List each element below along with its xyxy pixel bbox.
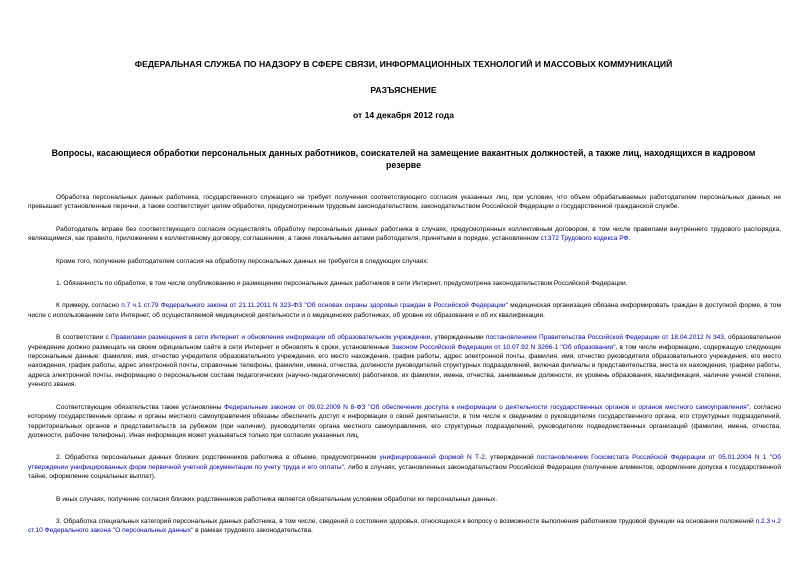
paragraph-7 (22, 403, 785, 441)
paragraph-5-text: К примеру, согласно (56, 302, 122, 310)
paragraph-3: Кроме того, получение работодателем согласия на обработку персональных данных не требуется в следующих случаях: (56, 257, 429, 265)
paragraph-7-text: Соответствующие обязательства также установлены (56, 403, 225, 411)
paragraph-2 (22, 225, 785, 244)
information-access-law-link[interactable]: Федеральным законом от 09.02.2009 N 8-ФЗ "Об обеспечении доступа к информации о деятельности государственных органов и органов местного самоуправления" (224, 403, 750, 411)
paragraph-8-text-b: , утвержденной (484, 454, 538, 462)
personal-data-law-link[interactable]: п.2.3 ч.2 ст.10 Федерального закона "О персональных данных" (28, 517, 781, 535)
paragraph-8-text: 2. Обработка персональных данных близких родственников работника в объеме, предусмотренном (56, 454, 380, 462)
document-type: РАЗЪЯСНЕНИЕ (370, 85, 437, 95)
goskomstat-decree-link[interactable]: постановлением Госкомстата Российской Федерации от 05.01.2004 N 1 "Об утверждении унифицированных форм первичной учетной документации по учету труда и его оплаты" (28, 454, 781, 471)
paragraph-6-rest: , в том числе информацию, содержащую следующие персональные данные: фамилия, имя, отчество учредителя образовательного учреждения, его место нахождения, график работы, адрес электронной почты, фамилия, имя, отчество руководителя образовательного учреждения, его место нахождения, график работы, адрес электронной почты, справочные телефоны, фамилии, имена, отчества, должности руководителей структурных подразделений, включая филиалы и представительства, места их нахождения, графики работы, адреса электронной почты, информацию о персональном составе педагогических (научно-педагогических) работников, их фамилии, имена, отчества, занимаемые должности, их уровень образования, квалификация, наличие ученой степени, ученого звания. (28, 343, 782, 389)
agency-header: ФЕДЕРАЛЬНАЯ СЛУЖБА ПО НАДЗОРУ В СФЕРЕ СВЯЗИ, ИНФОРМАЦИОННЫХ ТЕХНОЛОГИЙ И МАССОВЫХ КОММУНИКАЦИЙ (134, 59, 673, 69)
paragraph-10-text: 3. Обработка специальных категорий персональных данных работника, в том числе, сведений о состоянии здоровья, относящихся к вопросу о возможности выполнения работником трудовой функции на основании положений (56, 517, 756, 525)
paragraph-1: Обработка персональных данных работника, государственного служащего не требует получения соответствующего согласия указанных лиц, при условии, что объем обрабатываемых работодателем персональных данных не превышает установленные перечни, а также соответствует целям обработки, предусмотренным трудовым законодательством, законодательством Российской Федерации о государственной гражданской службе. (28, 194, 781, 211)
paragraph-8-rest: , либо в случаях, установленных законодательством Российской Федерации (получение алиментов, оформление допуска к государственной тайне, оформление социальных выплат). (28, 463, 781, 481)
health-law-link[interactable]: п.7 ч.1 ст.79 Федерального закона от 21.11.2011 N 323-ФЗ "Об основах охраны здоровья граждан в Российской Федерации" (121, 302, 508, 310)
paragraph-6-text: В соответствии с (56, 334, 112, 342)
paragraph-10-rest: в рамках трудового законодательства. (193, 527, 313, 535)
paragraph-6-text-b: , утвержденными (430, 334, 486, 342)
paragraph-4: 1. Обязанность по обработке, в том числе опубликованию и размещению персональных данных работников в сети Интернет, предусмотрена законодательством Российской Федерации. (56, 280, 628, 288)
paragraph-7-rest: , согласно которому государственные органы и органы местного самоуправления обязаны обеспечить доступ к информации о своей деятельности, в том числе к сведениям о руководителях государственного органа, его структурных подразделений, территориальных органов и представительств за рубежом (при наличии), руководителях органа местного самоуправления, его структурных подразделений, руководителях подведомственных организаций (фамилии, имена, отчества, должности, рабочие телефоны). Иная информация может указываться только при согласии указанных лиц. (28, 403, 782, 439)
form-t2-link[interactable]: унифицированной формой N Т-2 (379, 454, 485, 462)
document-title: Вопросы, касающиеся обработки персональных данных работников, соискателей на замещение вакантных должностей, а также лиц, находящихся в кадровом резерве (51, 148, 756, 170)
education-rules-link[interactable]: Правилами размещения в сети Интернет и обновления информации об образовательном учреждении (111, 334, 431, 342)
government-decree-link[interactable]: постановлением Правительства Российской Федерации от 18.04.2012 N 343 (485, 334, 724, 342)
paragraph-9: В иных случаях, получение согласия близких родственников работника является обязательным условием обработки их персональных данных. (56, 495, 498, 503)
paragraph-2-text: Работодатель вправе без соответствующего согласия осуществлять обработку персональных данных работника в случаях, предусмотренных коллективным договором, в том числе правилами внутреннего трудового распорядка, являющимися, как правило, приложением к коллективному договору, соглашением, а также локальными актами работодателя, принятыми в порядке, установленном (28, 225, 781, 243)
paragraph-10 (22, 517, 785, 536)
paragraph-5 (22, 301, 785, 320)
education-law-link[interactable]: Законом Российской Федерации от 10.07.92 N 3266-1 "Об образовании" (391, 343, 616, 351)
paragraph-6 (22, 333, 785, 389)
paragraph-2-end: . (628, 235, 631, 243)
paragraph-8 (22, 453, 785, 481)
paragraph-5-rest: медицинская организация обязана информировать граждан в доступной форме, в том числе с использованием сети Интернет, об осуществляемой медицинской деятельности и о медицинских работниках, об уровне их образования и об их квалификации. (28, 302, 781, 319)
document-date: от 14 декабря 2012 года (352, 110, 455, 120)
labor-code-link[interactable]: ст.372 Трудового кодекса РФ (540, 235, 629, 243)
paragraph-6-text-c: , образовательное учреждение должно размещать на своем официальном сайте в сети Интернет и обновлять в сроки, установленные (28, 334, 781, 351)
